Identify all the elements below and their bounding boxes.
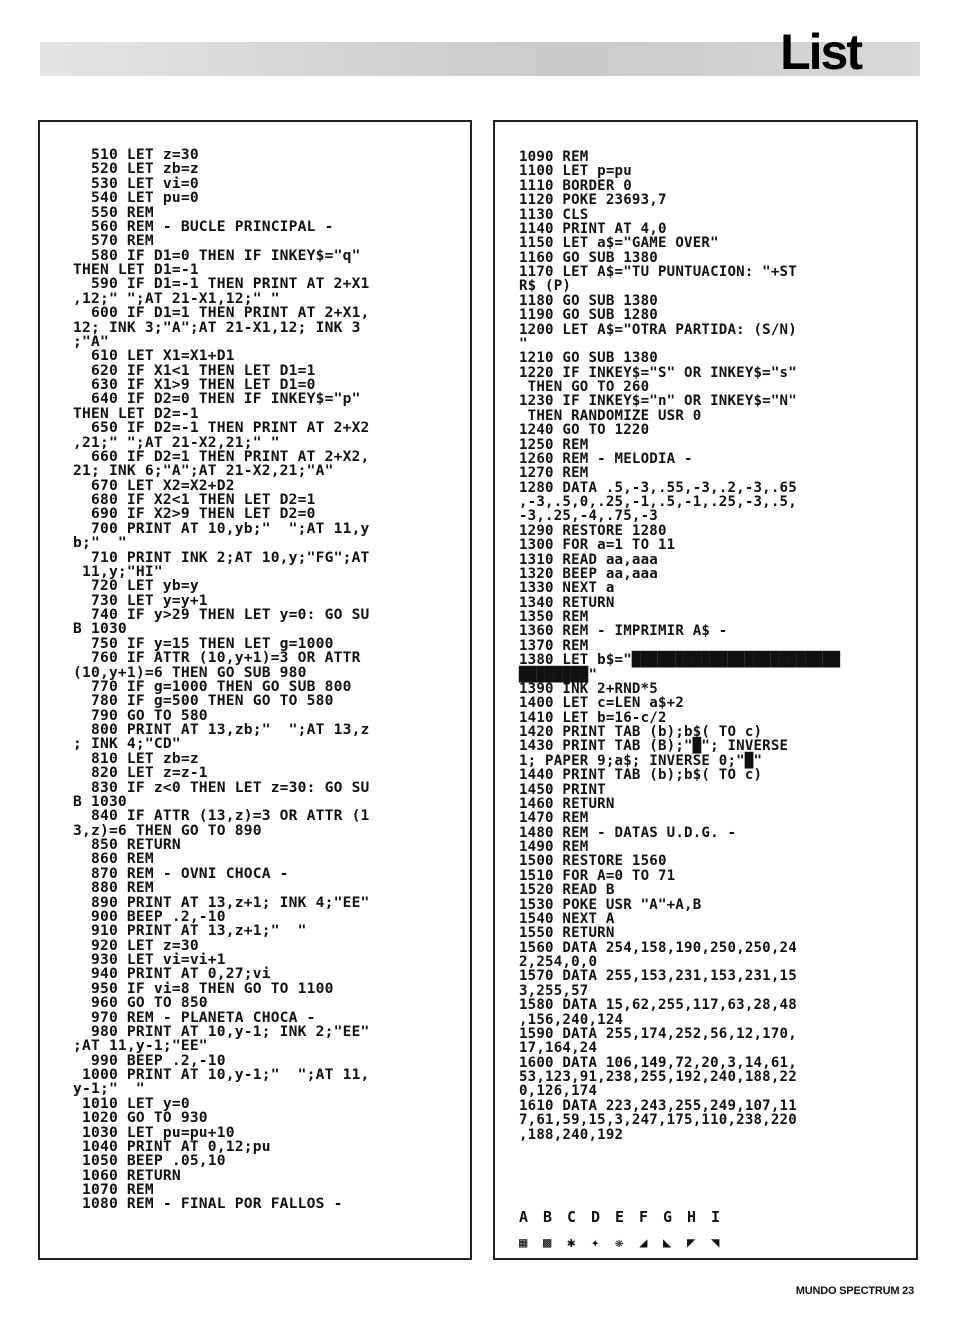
- code-line: 540 LET pu=0: [73, 189, 199, 207]
- code-line: ,-3,.5,0,.25,-1,.5,-1,.25,-3,.5,: [519, 494, 797, 510]
- code-line: B 1030: [73, 620, 127, 638]
- udg-h-icon: ◤: [687, 1235, 696, 1251]
- udg-c-icon: ✱: [567, 1235, 576, 1251]
- code-line: 1440 PRINT TAB (b);b$( TO c): [519, 767, 763, 784]
- code-line: 820 LET z=z-1: [73, 764, 208, 782]
- code-line: 1560 DATA 254,158,190,250,250,24: [519, 939, 797, 956]
- code-line: 1350 REM: [519, 609, 589, 625]
- code-line: 1310 READ aa,aaa: [519, 551, 658, 568]
- listing-column-left: [38, 120, 472, 1260]
- code-line: 830 IF z<0 THEN LET z=30: GO SU: [73, 778, 370, 796]
- code-line: ;"A": [73, 332, 109, 350]
- code-line: 1120 POKE 23693,7: [519, 192, 667, 209]
- code-line: 1570 DATA 255,153,231,153,231,15: [519, 968, 797, 985]
- code-line: 620 IF X1<1 THEN LET D1=1: [73, 361, 316, 379]
- code-line: 53,123,91,238,255,192,240,188,22: [519, 1069, 797, 1085]
- code-line: 1430 PRINT TAB (B);"█"; INVERSE: [519, 738, 789, 755]
- code-line: 680 IF X2<1 THEN LET D2=1: [73, 491, 316, 508]
- code-line: 0,126,174: [519, 1083, 598, 1100]
- code-line: 640 IF D2=0 THEN IF INKEY$="p": [73, 390, 361, 408]
- code-line: 1190 GO SUB 1280: [519, 307, 658, 324]
- code-line: 570 REM: [73, 232, 154, 250]
- udg-letter: F: [639, 1208, 649, 1226]
- code-line: 1000 PRINT AT 10,y-1;" ";AT 11,: [73, 1066, 370, 1083]
- code-line: 7,61,59,15,3,247,175,110,238,220: [519, 1112, 797, 1129]
- code-line: 1370 REM: [519, 637, 589, 654]
- udg-graphics-row: [519, 1235, 735, 1251]
- code-line: 1080 REM - FINAL POR FALLOS -: [73, 1195, 343, 1213]
- code-line: 1160 GO SUB 1380: [519, 249, 658, 266]
- code-line: 1020 GO TO 930: [73, 1109, 208, 1127]
- code-line: 1610 DATA 223,243,255,249,107,11: [519, 1097, 797, 1114]
- code-line: b;" ": [73, 534, 127, 552]
- code-line: THEN LET D2=-1: [73, 404, 199, 422]
- udg-g-icon: ◣: [663, 1235, 672, 1251]
- code-line: ,12;" ";AT 21-X1,12;" ": [73, 289, 280, 307]
- code-line: 11,y;"HI": [73, 562, 163, 580]
- code-line: 890 PRINT AT 13,z+1; INK 4;"EE": [73, 893, 370, 911]
- code-line: (10,y+1)=6 THEN GO SUB 980: [73, 663, 307, 681]
- udg-letter-row: [519, 1208, 735, 1226]
- code-line: 740 IF y>29 THEN LET y=0: GO SU: [73, 606, 370, 623]
- code-line: y-1;" ": [73, 1080, 145, 1098]
- code-line: 1180 GO SUB 1380: [519, 292, 658, 309]
- code-line: 1460 RETURN: [519, 795, 615, 812]
- code-line: 1280 DATA .5,-3,.55,-3,.2,-3,.65: [519, 479, 797, 496]
- code-line: 1070 REM: [73, 1181, 154, 1198]
- listing-column-right: [493, 120, 918, 1260]
- code-line: THEN GO TO 260: [519, 379, 650, 395]
- code-line: 650 IF D2=-1 THEN PRINT AT 2+X2: [73, 419, 370, 437]
- code-line: 1420 PRINT TAB (b);b$( TO c): [519, 724, 763, 740]
- code-line: ,156,240,124: [519, 1011, 624, 1028]
- code-line: 710 PRINT INK 2;AT 10,y;"FG";AT: [73, 548, 370, 566]
- code-line: 550 REM: [73, 203, 154, 221]
- code-line: 1580 DATA 15,62,255,117,63,28,48: [519, 997, 797, 1014]
- udg-letter: D: [591, 1208, 601, 1226]
- code-line: 910 PRINT AT 13,z+1;" ": [73, 922, 307, 940]
- code-line: 660 IF D2=1 THEN PRINT AT 2+X2,: [73, 447, 370, 465]
- code-line: ; INK 4;"CD": [73, 735, 181, 753]
- code-line: 840 IF ATTR (13,z)=3 OR ATTR (1: [73, 807, 370, 825]
- code-line: 1500 RESTORE 1560: [519, 853, 667, 870]
- code-line: ,21;" ";AT 21-X2,21;" ": [73, 433, 280, 451]
- code-line: 1060 RETURN: [73, 1166, 181, 1184]
- code-line: 2,254,0,0: [519, 954, 598, 970]
- code-line: 760 IF ATTR (10,y+1)=3 OR ATTR: [73, 649, 361, 667]
- code-line: 1390 INK 2+RND*5: [519, 680, 658, 697]
- udg-letter: H: [687, 1208, 697, 1226]
- code-line: 670 LET X2=X2+D2: [73, 476, 235, 494]
- basic-listing-left: [73, 148, 462, 1212]
- code-line: 930 LET vi=vi+1: [73, 951, 226, 968]
- code-line: 1480 REM - DATAS U.D.G. -: [519, 824, 737, 841]
- code-line: 21; INK 6;"A";AT 21-X2,21;"A": [73, 462, 334, 480]
- code-line: 720 LET yb=y: [73, 577, 199, 595]
- code-line: ": [519, 335, 528, 352]
- code-line: THEN RANDOMIZE USR 0: [519, 407, 702, 424]
- code-line: 1340 RETURN: [519, 594, 615, 611]
- code-line: 800 PRINT AT 13,zb;" ";AT 13,z: [73, 721, 370, 738]
- code-line: 1450 PRINT: [519, 781, 606, 798]
- code-line: 610 LET X1=X1+D1: [73, 347, 235, 365]
- code-line: 630 IF X1>9 THEN LET D1=0: [73, 376, 316, 393]
- code-line: 3,z)=6 THEN GO TO 890: [73, 821, 262, 839]
- code-line: 1540 NEXT A: [519, 910, 615, 927]
- code-line: 1130 CLS: [519, 206, 589, 223]
- code-line: 1090 REM: [519, 149, 589, 165]
- code-line: 510 LET z=30: [73, 146, 199, 163]
- code-line: 1410 LET b=16-c/2: [519, 709, 667, 726]
- code-line: 1550 RETURN: [519, 925, 615, 942]
- code-line: 700 PRINT AT 10,yb;" ";AT 11,y: [73, 519, 370, 537]
- code-line: 530 LET vi=0: [73, 174, 199, 192]
- code-line: 1470 REM: [519, 810, 589, 827]
- udg-letter: A: [519, 1208, 529, 1226]
- code-line: 1260 REM - MELODIA -: [519, 450, 693, 467]
- code-line: 850 RETURN: [73, 836, 181, 853]
- code-line: 1530 POKE USR "A"+A,B: [519, 896, 702, 913]
- code-line: 600 IF D1=1 THEN PRINT AT 2+X1,: [73, 304, 370, 322]
- code-line: 560 REM - BUCLE PRINCIPAL -: [73, 217, 334, 235]
- code-line: 950 IF vi=8 THEN GO TO 1100: [73, 979, 334, 997]
- code-line: 1140 PRINT AT 4,0: [519, 220, 667, 237]
- code-line: 770 IF g=1000 THEN GO SUB 800: [73, 677, 352, 695]
- code-line: -3,.25,-4,.75,-3: [519, 508, 658, 525]
- udg-letter: G: [663, 1208, 673, 1226]
- code-line: 1040 PRINT AT 0,12;pu: [73, 1137, 271, 1155]
- code-line: 1490 REM: [519, 839, 589, 855]
- code-line: 1270 REM: [519, 465, 589, 482]
- code-line: 1110 BORDER 0: [519, 177, 632, 194]
- code-line: 690 IF X2>9 THEN LET D2=0: [73, 505, 316, 523]
- udg-letter: C: [567, 1208, 577, 1226]
- udg-letter: E: [615, 1208, 625, 1226]
- code-line: 860 REM: [73, 850, 154, 868]
- code-line: 1400 LET c=LEN a$+2: [519, 695, 685, 712]
- code-line: 1210 GO SUB 1380: [519, 350, 658, 367]
- code-line: 880 REM: [73, 879, 154, 897]
- code-line: 960 GO TO 850: [73, 994, 208, 1012]
- code-line: 900 BEEP .2,-10: [73, 907, 226, 925]
- code-line: 1320 BEEP aa,aaa: [519, 565, 658, 582]
- page-footer: MUNDO SPECTRUM 23: [795, 1285, 914, 1297]
- udg-letter: B: [543, 1208, 553, 1226]
- code-line: 920 LET z=30: [73, 936, 199, 954]
- udg-letter: I: [711, 1208, 721, 1226]
- code-line: THEN LET D1=-1: [73, 261, 199, 278]
- code-line: 580 IF D1=0 THEN IF INKEY$="q": [73, 246, 361, 264]
- code-line: 1250 REM: [519, 436, 589, 453]
- udg-b-icon: ▩: [543, 1235, 552, 1251]
- code-line: 1510 FOR A=0 TO 71: [519, 867, 676, 884]
- code-line: 520 LET zb=z: [73, 160, 199, 178]
- code-line: 790 GO TO 580: [73, 706, 208, 724]
- code-line: 1; PAPER 9;a$; INVERSE 0;"█": [519, 752, 763, 769]
- udg-i-icon: ◥: [711, 1235, 720, 1251]
- code-line: 1100 LET p=pu: [519, 163, 632, 180]
- code-line: 730 LET y=y+1: [73, 591, 208, 609]
- code-line: 1010 LET y=0: [73, 1094, 190, 1112]
- code-line: 980 PRINT AT 10,y-1; INK 2;"EE": [73, 1022, 370, 1040]
- page-title: List: [780, 24, 861, 80]
- code-line: 1200 LET A$="OTRA PARTIDA: (S/N): [519, 321, 797, 338]
- code-line: 810 LET zb=z: [73, 749, 199, 767]
- code-line: ;AT 11,y-1;"EE": [73, 1037, 208, 1055]
- code-line: 940 PRINT AT 0,27;vi: [73, 965, 271, 983]
- basic-listing-right: [519, 150, 908, 1142]
- code-line: 1380 LET b$="████████████████████████: [519, 652, 841, 669]
- udg-d-icon: ✦: [591, 1235, 600, 1251]
- code-line: 1330 NEXT a: [519, 580, 615, 597]
- code-line: 1230 IF INKEY$="n" OR INKEY$="N": [519, 393, 797, 410]
- code-line: 1590 DATA 255,174,252,56,12,170,: [519, 1025, 797, 1042]
- code-line: 3,255,57: [519, 982, 589, 999]
- code-line: 1030 LET pu=pu+10: [73, 1123, 235, 1141]
- code-line: 1240 GO TO 1220: [519, 422, 650, 439]
- udg-f-icon: ◢: [639, 1235, 648, 1251]
- code-line: 1300 FOR a=1 TO 11: [519, 537, 676, 554]
- code-line: 1360 REM - IMPRIMIR A$ -: [519, 623, 728, 640]
- code-line: 1290 RESTORE 1280: [519, 522, 667, 539]
- code-line: 1520 READ B: [519, 882, 615, 899]
- code-line: 1600 DATA 106,149,72,20,3,14,61,: [519, 1054, 797, 1071]
- code-line: 1170 LET A$="TU PUNTUACION: "+ST: [519, 264, 797, 280]
- code-line: ████████": [519, 666, 598, 683]
- udg-e-icon: ❋: [615, 1235, 624, 1251]
- code-line: 1220 IF INKEY$="S" OR INKEY$="s": [519, 364, 797, 381]
- code-line: 990 BEEP .2,-10: [73, 1051, 226, 1069]
- code-line: 970 REM - PLANETA CHOCA -: [73, 1008, 316, 1026]
- code-line: ,188,240,192: [519, 1126, 624, 1143]
- code-line: 870 REM - OVNI CHOCA -: [73, 864, 289, 882]
- code-line: 590 IF D1=-1 THEN PRINT AT 2+X1: [73, 275, 370, 293]
- code-line: 1050 BEEP .05,10: [73, 1152, 226, 1170]
- code-line: 17,164,24: [519, 1040, 598, 1057]
- code-line: R$ (P): [519, 278, 572, 295]
- code-line: 780 IF g=500 THEN GO TO 580: [73, 692, 334, 710]
- code-line: 750 IF y=15 THEN LET g=1000: [73, 634, 334, 652]
- code-line: 1150 LET a$="GAME OVER": [519, 235, 719, 252]
- code-line: 12; INK 3;"A";AT 21-X1,12; INK 3: [73, 318, 361, 336]
- udg-a-icon: ▦: [519, 1235, 528, 1251]
- code-line: B 1030: [73, 792, 127, 810]
